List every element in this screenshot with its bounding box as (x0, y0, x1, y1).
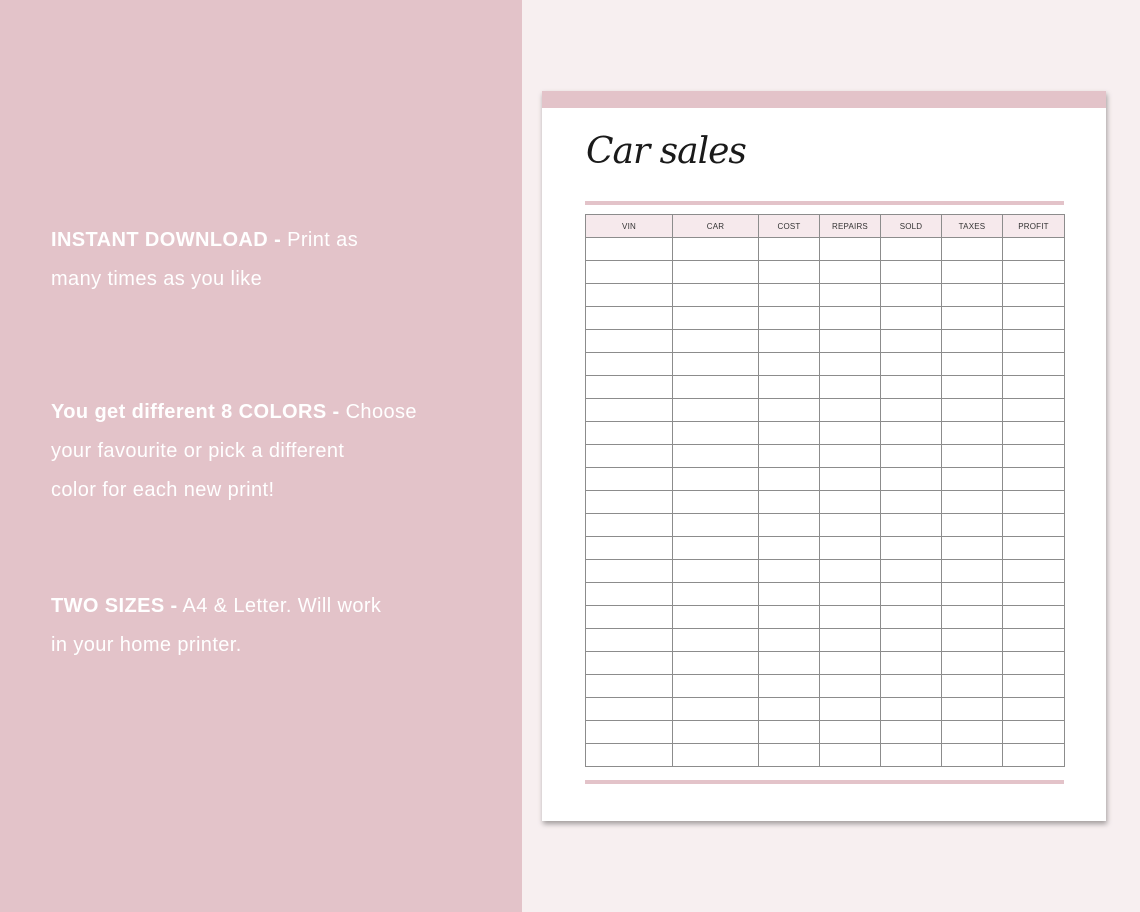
table-cell (586, 560, 673, 583)
feature-text: A4 & Letter. Will work (177, 595, 382, 617)
table-cell (942, 560, 1003, 583)
feature-heading: You get different 8 COLORS - (51, 401, 340, 423)
column-header-car: CAR (673, 215, 759, 238)
table-cell (820, 330, 881, 353)
table-cell (881, 583, 942, 606)
table-cell (881, 330, 942, 353)
table-cell (673, 468, 759, 491)
table-cell (1003, 491, 1065, 514)
table-row (586, 491, 1065, 514)
feature-sizes (51, 587, 471, 665)
table-cell (673, 284, 759, 307)
table-cell (759, 675, 820, 698)
table-cell (673, 675, 759, 698)
table-cell (759, 468, 820, 491)
table-row (586, 744, 1065, 767)
table-cell (759, 491, 820, 514)
table-cell (881, 606, 942, 629)
table-cell (881, 445, 942, 468)
table-cell (586, 514, 673, 537)
table-cell (1003, 560, 1065, 583)
table-cell (820, 675, 881, 698)
table-cell (586, 307, 673, 330)
sheet-top-bar (542, 91, 1106, 108)
table-cell (881, 422, 942, 445)
table-cell (820, 744, 881, 767)
table-cell (881, 560, 942, 583)
table-cell (820, 399, 881, 422)
table-cell (673, 238, 759, 261)
table-cell (881, 376, 942, 399)
table-cell (586, 721, 673, 744)
table-cell (586, 422, 673, 445)
table-cell (586, 491, 673, 514)
table-cell (942, 721, 1003, 744)
table-cell (881, 721, 942, 744)
table-cell (820, 445, 881, 468)
table-cell (1003, 514, 1065, 537)
table-cell (673, 560, 759, 583)
table-cell (942, 606, 1003, 629)
table-cell (759, 698, 820, 721)
table-row (586, 698, 1065, 721)
table-row (586, 445, 1065, 468)
feature-text: color for each new print! (51, 479, 275, 501)
table-cell (820, 491, 881, 514)
feature-text: your favourite or pick a different (51, 440, 345, 462)
table-cell (1003, 652, 1065, 675)
table-cell (759, 376, 820, 399)
table-cell (673, 629, 759, 652)
table-cell (881, 514, 942, 537)
table-row (586, 353, 1065, 376)
table-cell (881, 675, 942, 698)
table-row (586, 629, 1065, 652)
table-row (586, 284, 1065, 307)
table-cell (586, 261, 673, 284)
table-cell (759, 261, 820, 284)
table-row (586, 307, 1065, 330)
table-cell (673, 606, 759, 629)
table-cell (673, 583, 759, 606)
table-cell (942, 445, 1003, 468)
table-row (586, 376, 1065, 399)
table-cell (1003, 307, 1065, 330)
table-cell (1003, 238, 1065, 261)
table-cell (820, 560, 881, 583)
table-cell (820, 698, 881, 721)
table-cell (759, 629, 820, 652)
table-cell (1003, 698, 1065, 721)
table-cell (820, 537, 881, 560)
table-cell (1003, 330, 1065, 353)
table-cell (942, 698, 1003, 721)
table-cell (586, 537, 673, 560)
table-cell (820, 606, 881, 629)
table-cell (820, 583, 881, 606)
table-cell (1003, 721, 1065, 744)
table-cell (1003, 606, 1065, 629)
table-cell (942, 284, 1003, 307)
column-header-taxes: TAXES (942, 215, 1003, 238)
table-cell (942, 330, 1003, 353)
table-cell (942, 422, 1003, 445)
table-cell (586, 330, 673, 353)
table-cell (759, 652, 820, 675)
feature-heading: TWO SIZES - (51, 595, 178, 617)
table-cell (673, 744, 759, 767)
table-cell (1003, 399, 1065, 422)
table-cell (942, 537, 1003, 560)
column-header-sold: SOLD (881, 215, 942, 238)
table-cell (586, 675, 673, 698)
table-row (586, 606, 1065, 629)
table-cell (820, 353, 881, 376)
table-cell (586, 744, 673, 767)
table-cell (759, 560, 820, 583)
table-cell (820, 261, 881, 284)
table-cell (942, 744, 1003, 767)
table-cell (673, 330, 759, 353)
feature-text: in your home printer. (51, 634, 242, 656)
table-cell (673, 261, 759, 284)
table-cell (586, 399, 673, 422)
table-cell (759, 583, 820, 606)
column-header-repairs: REPAIRS (820, 215, 881, 238)
table-cell (759, 307, 820, 330)
table-cell (881, 629, 942, 652)
column-header-vin: VIN (586, 215, 673, 238)
feature-heading: INSTANT DOWNLOAD - (51, 229, 282, 251)
table-row (586, 330, 1065, 353)
table-cell (586, 698, 673, 721)
table-cell (942, 261, 1003, 284)
table-cell (942, 468, 1003, 491)
printable-sheet (542, 91, 1106, 821)
table-cell (759, 330, 820, 353)
table-cell (881, 399, 942, 422)
table-cell (820, 238, 881, 261)
table-row (586, 422, 1065, 445)
table-cell (881, 468, 942, 491)
table-cell (673, 399, 759, 422)
table-cell (942, 353, 1003, 376)
table-cell (820, 721, 881, 744)
table-cell (673, 445, 759, 468)
sheet-title: Car sales (586, 131, 746, 172)
table-cell (673, 422, 759, 445)
title-divider (585, 201, 1064, 205)
feature-text: many times as you like (51, 268, 263, 290)
left-panel (0, 0, 522, 912)
table-cell (820, 307, 881, 330)
table-cell (942, 307, 1003, 330)
table-cell (673, 698, 759, 721)
car-sales-table (585, 214, 1065, 767)
table-cell (586, 284, 673, 307)
table-cell (881, 537, 942, 560)
table-cell (1003, 744, 1065, 767)
table-cell (942, 514, 1003, 537)
table-cell (942, 491, 1003, 514)
table-cell (759, 721, 820, 744)
table-cell (942, 238, 1003, 261)
table-cell (1003, 422, 1065, 445)
table-cell (1003, 353, 1065, 376)
table-cell (881, 652, 942, 675)
table-cell (673, 307, 759, 330)
feature-instant-download (51, 221, 471, 299)
table-row (586, 583, 1065, 606)
table-cell (586, 583, 673, 606)
table-cell (673, 376, 759, 399)
column-header-cost: COST (759, 215, 820, 238)
table-cell (759, 537, 820, 560)
table-row (586, 675, 1065, 698)
table-cell (820, 514, 881, 537)
table-cell (942, 629, 1003, 652)
table-cell (1003, 261, 1065, 284)
table-cell (586, 629, 673, 652)
table-row (586, 261, 1065, 284)
table-cell (1003, 675, 1065, 698)
table-cell (673, 353, 759, 376)
table-cell (820, 284, 881, 307)
table-row (586, 560, 1065, 583)
table-cell (759, 353, 820, 376)
table-cell (673, 537, 759, 560)
table-row (586, 537, 1065, 560)
table-row (586, 721, 1065, 744)
table-cell (759, 514, 820, 537)
column-header-profit: PROFIT (1003, 215, 1065, 238)
table-cell (820, 422, 881, 445)
table-cell (673, 652, 759, 675)
bottom-divider (585, 780, 1064, 784)
table-cell (1003, 583, 1065, 606)
table-cell (1003, 445, 1065, 468)
table-row (586, 238, 1065, 261)
table-cell (820, 652, 881, 675)
table-cell (759, 422, 820, 445)
table-cell (881, 698, 942, 721)
table-cell (673, 491, 759, 514)
table-cell (759, 606, 820, 629)
table-cell (881, 307, 942, 330)
table-cell (881, 491, 942, 514)
table-cell (1003, 284, 1065, 307)
table-cell (673, 514, 759, 537)
table-cell (881, 353, 942, 376)
table-cell (759, 445, 820, 468)
table-cell (881, 284, 942, 307)
table-cell (1003, 629, 1065, 652)
table-cell (942, 399, 1003, 422)
table-cell (586, 606, 673, 629)
feature-text: Print as (281, 229, 359, 251)
table-header-row (586, 215, 1065, 238)
table-cell (586, 353, 673, 376)
feature-colors (51, 393, 471, 510)
table-cell (586, 376, 673, 399)
table-cell (820, 468, 881, 491)
table-cell (586, 238, 673, 261)
table-cell (1003, 376, 1065, 399)
table-cell (820, 629, 881, 652)
table-cell (942, 675, 1003, 698)
table-row (586, 399, 1065, 422)
table-cell (942, 583, 1003, 606)
table-row (586, 514, 1065, 537)
table-cell (586, 652, 673, 675)
table-cell (1003, 537, 1065, 560)
table-cell (759, 284, 820, 307)
table-cell (759, 238, 820, 261)
table-cell (881, 238, 942, 261)
table-cell (759, 744, 820, 767)
table-cell (942, 376, 1003, 399)
table-cell (759, 399, 820, 422)
feature-text: Choose (339, 401, 417, 423)
table-cell (820, 376, 881, 399)
table-cell (586, 468, 673, 491)
table-cell (586, 445, 673, 468)
table-body (586, 238, 1065, 767)
table-cell (673, 721, 759, 744)
table-cell (1003, 468, 1065, 491)
table-cell (881, 261, 942, 284)
table-row (586, 468, 1065, 491)
table-row (586, 652, 1065, 675)
table-cell (881, 744, 942, 767)
table-cell (942, 652, 1003, 675)
